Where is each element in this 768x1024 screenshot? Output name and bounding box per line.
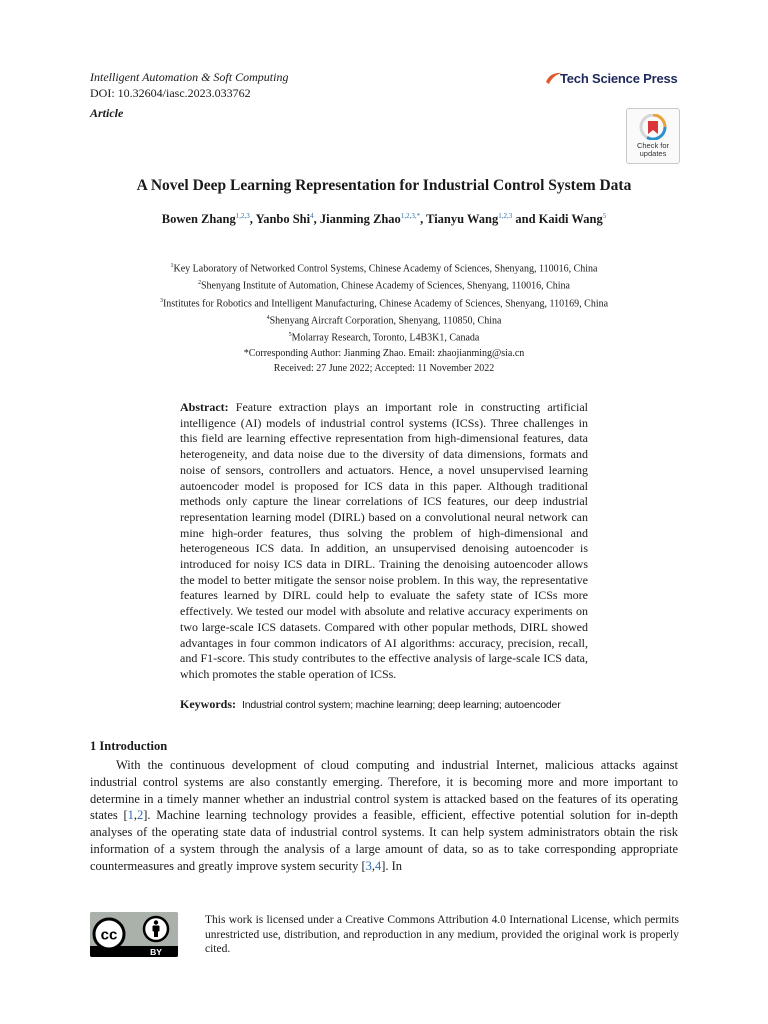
affiliation-line bbox=[0, 311, 768, 328]
affiliation-number: 2 bbox=[197, 280, 201, 287]
intro-paragraph bbox=[90, 757, 678, 875]
author-separator: , bbox=[313, 212, 320, 227]
affiliation-number: 3 bbox=[159, 297, 163, 304]
publisher-name: Tech Science Press bbox=[560, 71, 678, 86]
author-separator: , bbox=[420, 212, 427, 227]
citation-link[interactable]: 4 bbox=[374, 858, 382, 873]
affiliation-number: 1 bbox=[170, 263, 174, 269]
keywords-text: Industrial control system; machine learning; deep learning; autoencoder bbox=[242, 699, 561, 711]
license-text: This work is licensed under a Creative Commons Attribution 4.0 International License, which permits unrestricted use, distribution, and reproduction in any medium, provided the original work is properly cited. bbox=[205, 914, 679, 955]
author-name: Bowen Zhang bbox=[161, 212, 236, 227]
author-affil-sup[interactable]: 4 bbox=[310, 212, 314, 220]
intro-text: ]. Machine learning technology provides a feasible, efficient, effective potential solution for in-depth analyses of the operating state data of industrial control systems. It can help system administrators obtain the risk information of a system through the analysis of a large amount of data, so as to take corresponding appropriate countermeasures and greatly improve system security [ bbox=[90, 808, 678, 873]
author-name: Tianyu Wang bbox=[426, 212, 499, 227]
corresponding-author: *Corresponding Author: Jianming Zhao. Email: zhaojianming@sia.cn bbox=[243, 347, 525, 359]
author-separator: , bbox=[249, 212, 256, 227]
abstract-text: Feature extraction plays an important role in constructing artificial intelligence (AI) models of industrial control systems (ICSs). Three challenges in this field are learning effective representation from high-dimensional features, data heterogeneity, and data noise due to the diversity of data dimensions, formats and noise of sensors, controllers and actuators. Hence, a novel unsupervised learning autoencoder model is proposed for ICS data in this paper. Although traditional methods only capture the linear correlations of ICS features, our deep industrial representation learning model (DIRL) based on a convolutional neural network can mine high-order features, thus solving the problem of high-dimensional and heterogeneous ICS data. In addition, an unsupervised denoising autoencoder is introduced for noisy ICS data in DIRL. Training the denoising autoencoder allows the model to better mitigate the sensor noise problem. In this way, the representative features learned by DIRL could help to evaluate the safety state of ICSs more effectively. We tested our model with absolute and relative accuracy experiments on two large-scale ICS datasets. Compared with other popular methods, DIRL showed advantages in four common indicators of AI algorithms: accuracy, precision, recall, and F1-score. This study contributes to the effective analysis of large-scale ICS data, which promotes the stable operation of ICSs. bbox=[180, 400, 588, 681]
check-for-updates-badge[interactable] bbox=[626, 108, 680, 164]
doi[interactable]: DOI: 10.32604/iasc.2023.033762 bbox=[90, 86, 251, 100]
author-affil-sup[interactable]: 1,2,3 bbox=[498, 212, 513, 220]
affiliation-text: Shenyang Aircraft Corporation, Shenyang, 110850, China bbox=[269, 315, 502, 327]
author-affil-sup[interactable]: 5 bbox=[602, 212, 607, 220]
abstract bbox=[180, 400, 588, 683]
abstract-label: Abstract: bbox=[180, 400, 229, 414]
cc-symbol: cc bbox=[100, 926, 118, 944]
author-separator: and bbox=[512, 212, 539, 227]
keywords-label: Keywords: bbox=[180, 697, 236, 711]
author-list bbox=[0, 212, 768, 227]
affiliation-text: Key Laboratory of Networked Control Systems, Chinese Academy of Sciences, Shenyang, 110016, China bbox=[173, 263, 598, 275]
affiliation-line bbox=[0, 294, 768, 311]
affiliations bbox=[0, 259, 768, 376]
affiliation-number: 4 bbox=[266, 314, 270, 321]
citation-link[interactable]: 1 bbox=[127, 808, 134, 823]
citation-link[interactable]: 2 bbox=[137, 808, 144, 823]
citation-link[interactable]: 3 bbox=[365, 858, 372, 873]
author-name: Kaidi Wang bbox=[538, 212, 603, 227]
affiliation-line bbox=[0, 259, 768, 276]
citation-separator: , bbox=[133, 808, 138, 823]
paper-title: A Novel Deep Learning Representation for Industrial Control System Data bbox=[136, 177, 632, 194]
affiliation-text: Molarray Research, Toronto, L4B3K1, Canada bbox=[291, 332, 480, 344]
intro-text: ]. In bbox=[381, 858, 403, 873]
bookmark-icon bbox=[639, 114, 667, 140]
affiliation-number: 5 bbox=[288, 332, 292, 339]
cc-by-license-badge[interactable] bbox=[90, 912, 178, 957]
affiliation-line bbox=[0, 276, 768, 293]
keywords bbox=[180, 697, 600, 712]
creative-commons-icon bbox=[90, 912, 178, 957]
article-type: Article bbox=[90, 106, 124, 120]
section-heading: 1 Introduction bbox=[90, 739, 168, 753]
author-name: Yanbo Shi bbox=[255, 212, 311, 227]
author-name: Jianming Zhao bbox=[319, 212, 401, 227]
author-affil-sup[interactable]: 1,2,3 bbox=[235, 212, 250, 220]
intro-text: With the continuous development of cloud computing and industrial Internet, malicious attacks against industrial control systems are also constantly emerging. Therefore, it is becoming more and more important to determine in a timely manner whether an industrial control system is attacked based on the features of its operating states [ bbox=[90, 758, 678, 823]
by-label: BY bbox=[150, 947, 162, 957]
author-affil-sup[interactable]: 1,2,3,* bbox=[400, 212, 421, 220]
journal-name: Intelligent Automation & Soft Computing bbox=[90, 70, 289, 84]
received-accepted-dates: Received: 27 June 2022; Accepted: 11 November 2022 bbox=[273, 362, 495, 374]
affiliation-line bbox=[0, 328, 768, 345]
badge-label: Check for updates bbox=[636, 141, 670, 158]
affiliation-text: Shenyang Institute of Automation, Chinese Academy of Sciences, Shenyang, 110016, China bbox=[200, 280, 570, 292]
affiliation-text: Institutes for Robotics and Intelligent Manufacturing, Chinese Academy of Sciences, Shenyang, 110169, China bbox=[162, 297, 609, 309]
citation-separator: , bbox=[371, 858, 375, 873]
publisher-logo bbox=[544, 70, 680, 88]
